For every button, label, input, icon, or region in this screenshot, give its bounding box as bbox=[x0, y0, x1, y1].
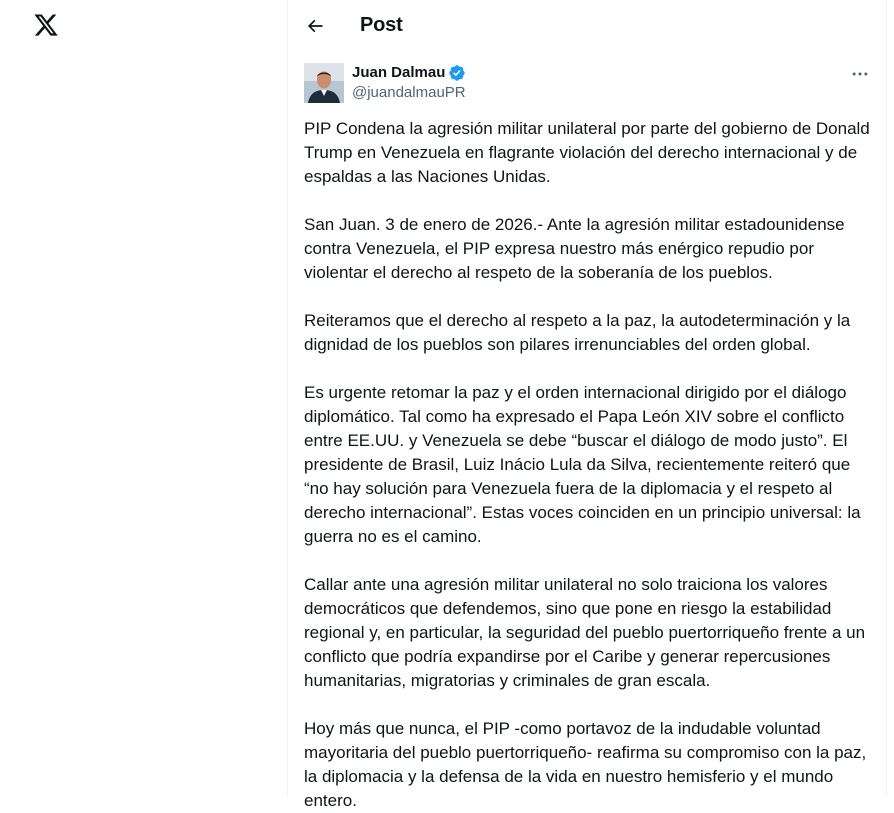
author-display-name[interactable]: Juan Dalmau bbox=[352, 64, 446, 81]
back-button[interactable] bbox=[302, 13, 328, 39]
post-paragraph: Reiteramos que el derecho al respeto a la paz, la autodeterminación y la dignidad de los pueblos son pilares irrenunciables del orden global. bbox=[304, 311, 851, 354]
post-paragraph: Es urgente retomar la paz y el orden internacional dirigido por el diálogo diplomático. Tal como ha expresado el Papa León XIV sobre el conflicto entre EE.UU. y Venezuela se debe “buscar el diálogo de modo justo”. El presidente de Brasil, Luiz Inácio Lula da Silva, recientemente reiteró que “no hay solución para Venezuela fuera de la diplomacia y el respeto al derecho internacional”. Estas voces coinciden en un principio universal: la guerra no es el camino. bbox=[304, 383, 861, 546]
post-author-row bbox=[304, 62, 872, 106]
more-horizontal-icon bbox=[850, 64, 870, 84]
author-name-group bbox=[352, 63, 466, 83]
avatar[interactable] bbox=[304, 63, 344, 103]
page-title: Post bbox=[360, 14, 403, 36]
post-paragraph: PIP Condena la agresión militar unilateral por parte del gobierno de Donald Trump en Venezuela en flagrante violación del derecho internacional y de espaldas a las Naciones Unidas. bbox=[304, 119, 870, 186]
more-options-button[interactable] bbox=[848, 64, 872, 84]
left-navigation bbox=[0, 0, 287, 796]
column-divider-right bbox=[886, 0, 887, 796]
post-text bbox=[304, 117, 874, 813]
post-paragraph: Hoy más que nunca, el PIP -como portavoz de la indudable voluntad mayoritaria del pueblo puertorriqueño- reafirma su compromiso con la paz, la diplomacia y la defensa de la vida en nuestro hemisferio y el mundo entero. bbox=[304, 719, 867, 810]
page-header bbox=[288, 0, 886, 52]
author-handle[interactable]: @juandalmauPR bbox=[352, 84, 466, 101]
post-paragraph: Callar ante una agresión militar unilateral no solo traiciona los valores democráticos que defendemos, sino que pone en riesgo la estabilidad regional y, en particular, la seguridad del pueblo puertorriqueño frente a un conflicto que podría expandirse por el Caribe y generar repercusiones humanitarias, migratorias y criminales de gran escala. bbox=[304, 575, 866, 690]
arrow-left-icon bbox=[305, 16, 325, 36]
verified-badge-icon bbox=[448, 64, 466, 82]
x-logo-icon[interactable] bbox=[33, 12, 59, 38]
post-paragraph: San Juan. 3 de enero de 2026.- Ante la agresión militar estadounidense contra Venezuela, el PIP expresa nuestro más enérgico repudio por violentar el derecho al respeto de la soberanía de los pueblos. bbox=[304, 215, 845, 282]
post-detail-column bbox=[288, 0, 886, 810]
